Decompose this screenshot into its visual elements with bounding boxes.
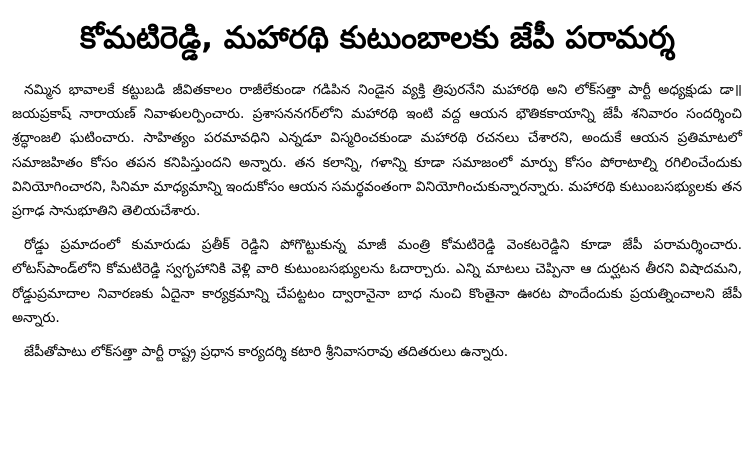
article-paragraph-3: జేపీతోపాటు లోక్‌సత్తా పార్టీ రాష్ట్ర ప్రధాన కార్యదర్శి కటారి శ్రీనివాసరావు తదితరులు ఉన్నారు. [24, 344, 509, 361]
article-paragraph-1: నమ్మిన భావాలకే కట్టుబడి జీవితకాలం రాజీలేకుండా గడిపిన నిండైన వ్యక్తి త్రిపురనేని మహారథి అని లోక్‌సత్తా పార్టీ అధ్యక్షుడు డా॥ జయప్రకాష్ నారాయణ్ నివాళులర్పించారు. ప్రశాసననగర్‌లోని మహారథి ఇంటి వద్ద ఆయన భౌతికకాయాన్ని జేపీ శనివారం సందర్శించి శ్రద్ధాంజలి ఘటించారు. సాహిత్యం పరమావధిని ఎన్నడూ విస్మరించకుండా మహారథి రచనలు చేశారని, అందుకే ఆయన ప్రతిమాటలో సమాజహితం కోసం తపన కనిపిస్తుందని అన్నారు. తన కలాన్ని, గళాన్ని కూడా సమాజంలో మార్పు కోసం పోరాటాల్ని రగిలించేందుకు వినియోగించారని, సినిమా మాధ్యమాన్ని ఇందుకోసం ఆయన సమర్థవంతంగా వినియోగించుకున్నారన్నారు. మహారథి కుటుంబసభ్యులకు తన ప్రగాఢ సానుభూతిని తెలియచేశారు. [12, 82, 742, 220]
article-paragraph-2: రోడ్డు ప్రమాదంలో కుమారుడు ప్రతీక్ రెడ్డిని పోగొట్టుకున్న మాజీ మంత్రి కోమటిరెడ్డి వెంకటరెడ్డిని కూడా జేపీ పరామర్శించారు. లోటస్‌పాండ్‌లోని కోమటిరెడ్డి స్వగృహానికి వెళ్లి వారి కుటుంబసభ్యులను ఓదార్చారు. ఎన్ని మాటలు చెప్పినా ఆ దుర్ఘటన తీరని విషాదమని, రోడ్డుప్రమాదాల నివారణకు ఏదైనా కార్యక్రమాన్ని చేపట్టటం ద్వారానైనా బాధ నుంచి కొంతైనా ఊరట పొందేందుకు ప్రయత్నించాలని జేపీ అన్నారు. [12, 237, 743, 326]
article-body [12, 78, 742, 364]
article-headline: కోమటిరెడ్డి, మహారథి కుటుంబాలకు జేపీ పరామర్శ [80, 20, 675, 56]
